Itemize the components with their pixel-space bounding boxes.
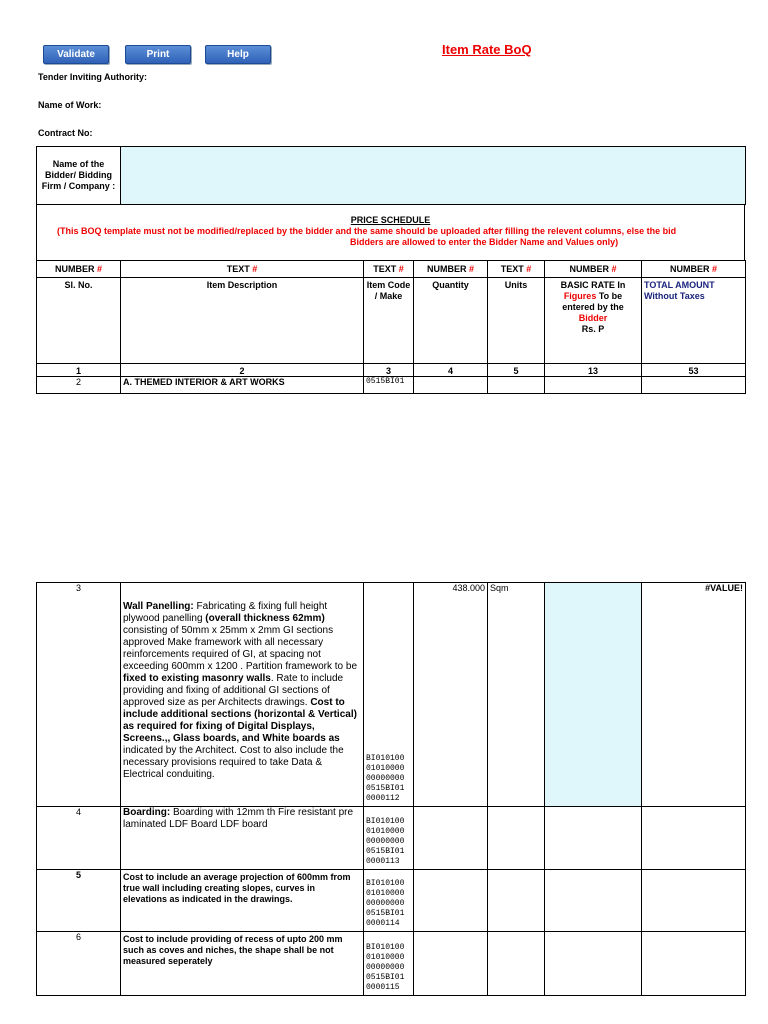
- row-6-rate: [545, 932, 642, 996]
- price-schedule-note-2: Bidders are allowed to enter the Bidder Name and Values only): [350, 237, 619, 247]
- help-button[interactable]: Help: [205, 45, 271, 64]
- column-number-row: [37, 364, 746, 377]
- row-4-rate: [545, 807, 642, 870]
- boq-items-table: [36, 582, 746, 996]
- type-text-5: TEXT #: [488, 261, 545, 278]
- type-number-4: NUMBER #: [414, 261, 488, 278]
- row-5-code: BI010100 01010000 00000000 0515BI01 0000114: [364, 870, 414, 932]
- row-6-description: Cost to include providing of recess of upto 200 mm such as coves and niches, the shape shall be not measured seperately: [121, 932, 364, 996]
- bidder-name-label: Name of the Bidder/ Bidding Firm / Company :: [37, 147, 121, 205]
- contract-no-label: Contract No:: [38, 128, 93, 138]
- row-6-units: [488, 932, 545, 996]
- header-quantity: Quantity: [414, 278, 488, 364]
- row-2-total: [642, 377, 746, 394]
- tender-authority-label: Tender Inviting Authority:: [38, 72, 147, 82]
- boq-header-table: [36, 260, 746, 394]
- header-units: Units: [488, 278, 545, 364]
- row-3-units: Sqm: [488, 583, 545, 807]
- col-number-2: 2: [121, 364, 364, 377]
- row-5-sl: 5: [37, 870, 121, 932]
- row-2-sl: 2: [37, 377, 121, 394]
- header-total-amount: TOTAL AMOUNT Without Taxes: [642, 278, 746, 364]
- row-5-description: Cost to include an average projection of 600mm from true wall including creating slopes, curves in elevations as indicated in the drawings.: [121, 870, 364, 932]
- header-item-code: Item Code / Make: [364, 278, 414, 364]
- table-row: [37, 932, 746, 996]
- row-2-code: 0515BI01: [364, 377, 414, 394]
- table-row: [37, 870, 746, 932]
- row-2-quantity: [414, 377, 488, 394]
- row-4-code: BI010100 01010000 00000000 0515BI01 0000113: [364, 807, 414, 870]
- bidder-name-input[interactable]: [121, 147, 746, 205]
- row-2-description: A. THEMED INTERIOR & ART WORKS: [121, 377, 364, 394]
- row-3-sl: 3: [37, 583, 121, 807]
- table-row: [37, 807, 746, 870]
- bidder-table: [36, 146, 746, 205]
- col-number-13: 13: [545, 364, 642, 377]
- price-schedule-note-1: (This BOQ template must not be modified/replaced by the bidder and the same should be uploaded after filling the relevent columns, else the bid: [57, 226, 677, 236]
- row-4-quantity: [414, 807, 488, 870]
- type-number-1: NUMBER #: [37, 261, 121, 278]
- row-5-total: [642, 870, 746, 932]
- price-schedule-box: [36, 204, 745, 260]
- header-item-description: Item Description: [121, 278, 364, 364]
- col-number-3: 3: [364, 364, 414, 377]
- price-schedule-title: PRICE SCHEDULE: [350, 215, 431, 225]
- print-button[interactable]: Print: [125, 45, 191, 64]
- col-number-4: 4: [414, 364, 488, 377]
- header-basic-rate: BASIC RATE In Figures To be entered by the Bidder Rs. P: [545, 278, 642, 364]
- row-5-units: [488, 870, 545, 932]
- row-5-rate: [545, 870, 642, 932]
- row-3-total: #VALUE!: [642, 583, 746, 807]
- row-3-code: BI010100 01010000 00000000 0515BI01 0000112: [364, 583, 414, 807]
- row-6-quantity: [414, 932, 488, 996]
- column-header-row: [37, 278, 746, 364]
- row-6-code: BI010100 01010000 00000000 0515BI01 0000115: [364, 932, 414, 996]
- row-6-sl: 6: [37, 932, 121, 996]
- row-4-sl: 4: [37, 807, 121, 870]
- type-number-53: NUMBER #: [642, 261, 746, 278]
- col-number-5: 5: [488, 364, 545, 377]
- type-text-2: TEXT #: [121, 261, 364, 278]
- page-title: Item Rate BoQ: [442, 42, 532, 57]
- row-5-quantity: [414, 870, 488, 932]
- type-row: [37, 261, 746, 278]
- row-4-total: [642, 807, 746, 870]
- row-6-total: [642, 932, 746, 996]
- row-3-quantity: 438.000: [414, 583, 488, 807]
- validate-button[interactable]: Validate: [43, 45, 109, 64]
- row-3-rate-input[interactable]: [545, 583, 642, 807]
- name-of-work-label: Name of Work:: [38, 100, 102, 110]
- row-2-units: [488, 377, 545, 394]
- table-row: [37, 377, 746, 394]
- row-4-description: Boarding: Boarding with 12mm th Fire resistant pre laminated LDF Board LDF board: [121, 807, 364, 870]
- col-number-53: 53: [642, 364, 746, 377]
- row-4-units: [488, 807, 545, 870]
- row-3-description: Wall Panelling: Fabricating & fixing full height plywood panelling (overall thickness 62mm) consisting of 50mm x 25mm x 2mm GI sections approved Make framework with all necessary reinforcements required of GI, at spacing not exceeding 600mm x 1200 . Partition framework to be fixed to existing masonry walls. Rate to include providing and fixing of additional GI sections of approved size as per Architects drawings. Cost to include additional sections (horizontal & Vertical) as required for fixing of Digital Displays, Screens.,, Glass boards, and White boards as indicated by the Architect. Cost to also include the necessary provisions required to take Data & Electrical conduiting.: [121, 583, 364, 807]
- type-number-13: NUMBER #: [545, 261, 642, 278]
- type-text-3: TEXT #: [364, 261, 414, 278]
- table-row: [37, 583, 746, 807]
- header-sl-no: Sl. No.: [37, 278, 121, 364]
- col-number-1: 1: [37, 364, 121, 377]
- row-2-rate: [545, 377, 642, 394]
